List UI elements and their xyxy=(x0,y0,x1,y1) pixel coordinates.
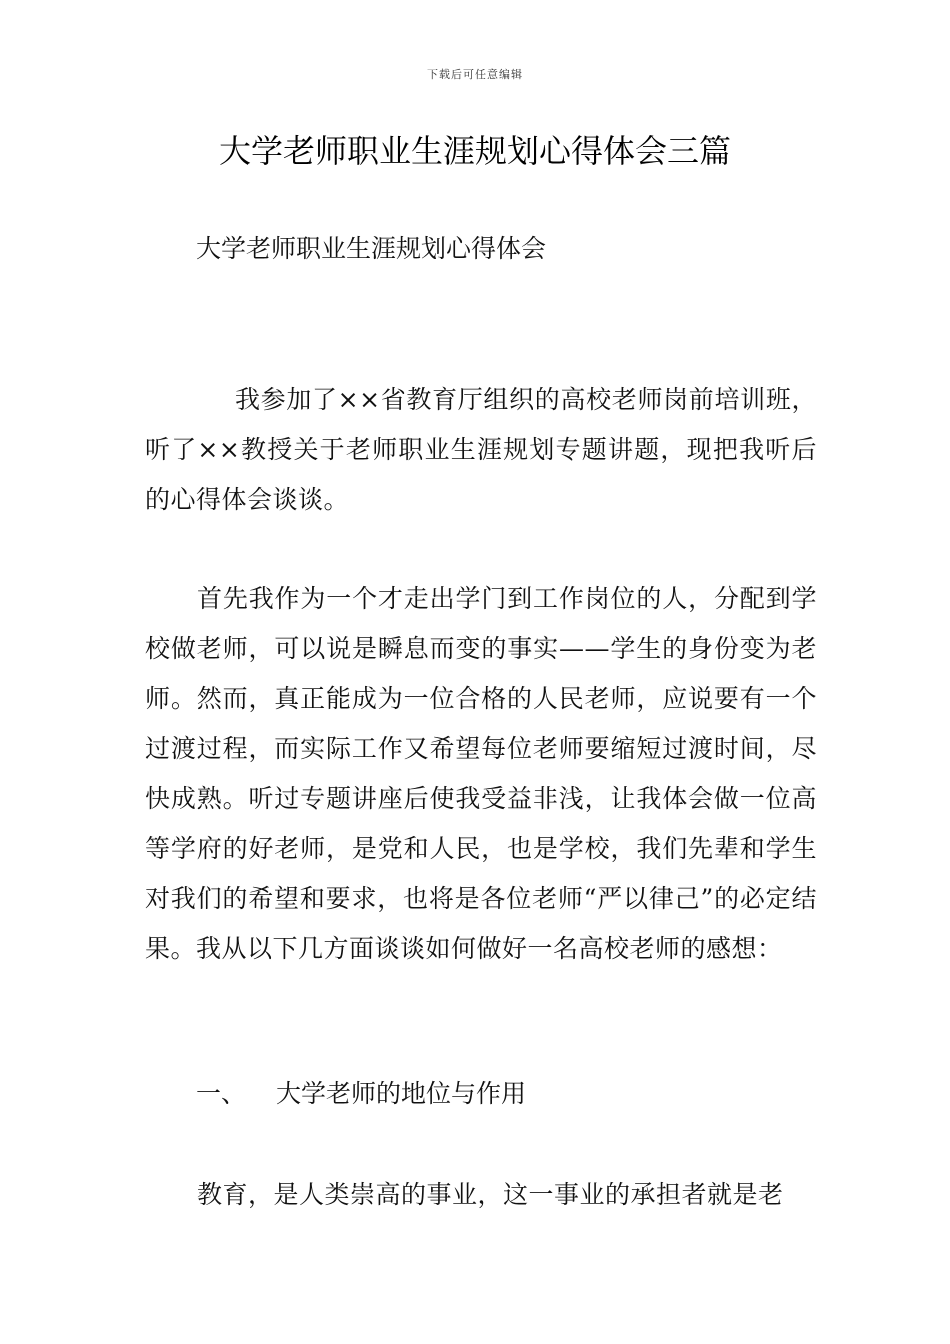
section-number: 一、 xyxy=(196,1079,247,1108)
document-title: 大学老师职业生涯规划心得体会三篇 xyxy=(218,132,731,170)
section-heading xyxy=(196,1072,526,1116)
paragraph-3: 教育，是人类崇高的事业，这一事业的承担者就是老 xyxy=(197,1180,784,1209)
section-title: 大学老师的地位与作用 xyxy=(276,1079,527,1108)
paragraph-1: 我参加了××省教育厅组织的高校老师岗前培训班，听了××教授关于老师职业生涯规划专题讲题，现把我听后的心得体会谈谈。 xyxy=(145,385,817,514)
document-subtitle: 大学老师职业生涯规划心得体会 xyxy=(196,234,547,263)
header-note: 下载后可任意编辑 xyxy=(427,68,523,81)
paragraph-2: 首先我作为一个才走出学门到工作岗位的人，分配到学校做老师，可以说是瞬息而变的事实——学生的身份变为老师。然而，真正能成为一位合格的人民老师，应说要有一个过渡过程，而实际工作又希望每位老师要缩短过渡时间，尽快成熟。听过专题讲座后使我受益非浅，让我体会做一位高等学府的好老师，是党和人民，也是学校，我们先辈和学生对我们的希望和要求，也将是各位老师“严以律己”的必定结果。我从以下几方面谈谈如何做好一名高校老师的感想： xyxy=(145,584,817,963)
